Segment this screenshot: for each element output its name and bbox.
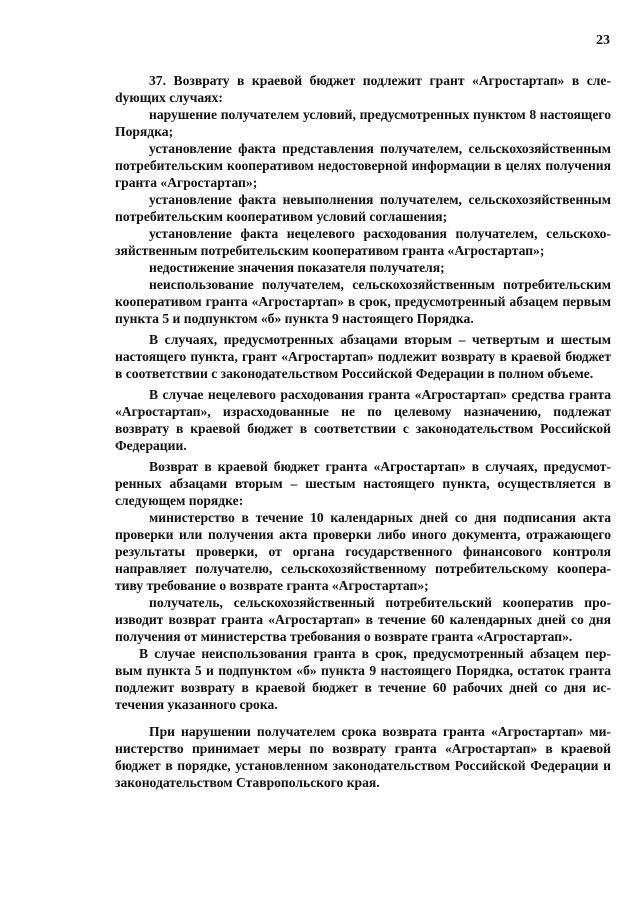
paragraph-recipient-return: получатель, сельскохозяйственный потребительский кооператив производит возврат гранта «Агростартап» в течение 60 календарных дней со дня получения от министерства требования о возврате гранта «Агростартап». — [115, 595, 611, 644]
paragraph-unused-balance: В случае неиспользования гранта в срок, предусмотренный абзацем первым пункта 5 и подпунктом «б» пункта 9 настоящего Порядка, остаток гранта подлежит возврату в краевой бюджет в течение 60 рабочих дней со дня истечения указанного срока. — [115, 646, 611, 712]
page-number: 23 — [596, 33, 610, 48]
paragraph-return-procedure: Возврат в краевой бюджет гранта «Агростартап» в случаях, предусмотренных абзацами вторым – шестым настоящего пункта, осуществляется в следующем порядке: — [115, 459, 611, 508]
paragraph-condition-2: установление факта представления получателем, сельскохозяйственным потребительским кооперативом недостоверной информации в целях получения гранта «Агростартап»; — [115, 141, 611, 190]
paragraph-condition-6: неиспользование получателем, сельскохозяйственным потребительским кооперативом гранта «Агростартап» в срок, предусмотренный абзацем первым пункта 5 и подпунктом «б» пункта 9 настоящего Порядка. — [115, 277, 611, 326]
paragraph-37-intro: 37. Возврату в краевой бюджет подлежит грант «Агростартап» в слеdующих случаях: — [115, 73, 611, 105]
paragraph-condition-5: недостижение значения показателя получателя; — [149, 260, 445, 275]
paragraph-condition-3: установление факта невыполнения получателем, сельскохозяйственным потребительским кооперативом условий соглашения; — [115, 192, 611, 224]
paragraph-condition-4: установление факта нецелевого расходования получателем, сельскохозяйственным потребительским кооперативом гранта «Агростартап»; — [115, 226, 611, 258]
paragraph-misuse-return: В случае нецелевого расходования гранта «Агростартап» средства гранта «Агростартап», израсходованные не по целевому назначению, подлежат возврату в краевой бюджет в соответствии с законодательством Российской Федерации. — [115, 387, 611, 453]
paragraph-full-return: В случаях, предусмотренных абзацами вторым – четвертым и шестым настоящего пункта, грант «Агростартап» подлежит возврату в краевой бюджет в соответствии с законодательством Российской Федерации в полном объеме. — [115, 332, 611, 381]
paragraph-ministry-demand: министерство в течение 10 календарных дней со дня подписания акта проверки или получения акта проверки либо иного документа, отражающего результаты проверки, от органа государственного финансового контроля направляет получателю, сельскохозяйственному потребительскому кооперативу требование о возврате гранта «Агростартап»; — [115, 510, 611, 593]
paragraph-condition-1: нарушение получателем условий, предусмотренных пунктом 8 настоящего Порядка; — [115, 107, 611, 139]
paragraph-violation-measures: При нарушении получателем срока возврата гранта «Агростартап» министерство принимает меры по возврату гранта «Агростартап» в краевой бюджет в порядке, установленном законодательством Российской Федерации и законодательством Ставропольского края. — [115, 724, 611, 790]
document-body — [115, 72, 611, 791]
